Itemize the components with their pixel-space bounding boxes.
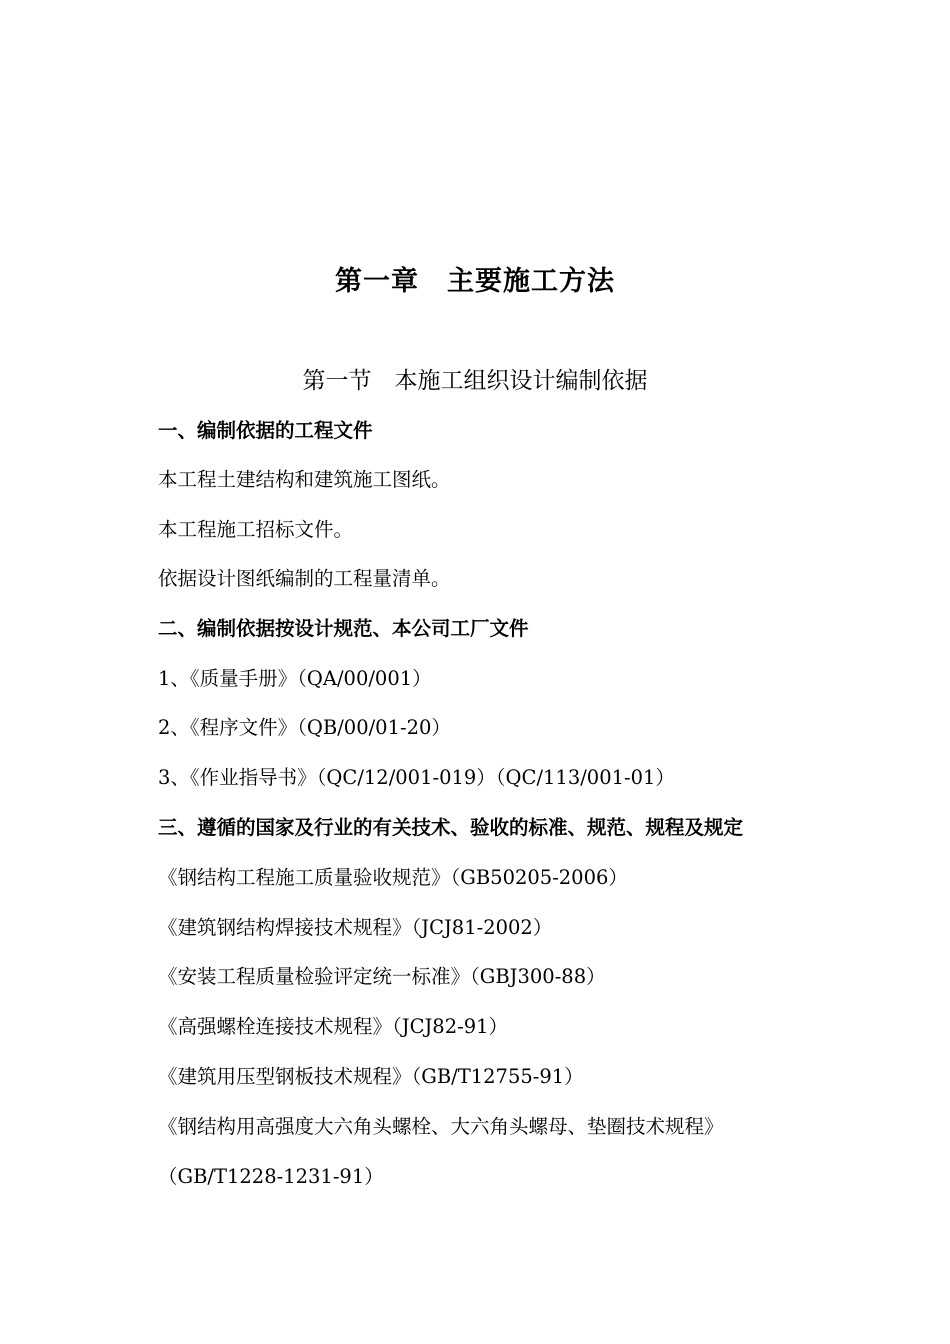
- list-item: 《建筑钢结构焊接技术规程》（JCJ81-2002）: [158, 916, 553, 939]
- list-item: 1、《质量手册》（QA/00/001）: [158, 667, 432, 690]
- list-item: 《高强螺栓连接技术规程》（JCJ82-91）: [158, 1015, 509, 1038]
- chapter-title: 第一章 主要施工方法: [335, 266, 615, 297]
- list-item: 本工程施工招标文件。: [158, 518, 354, 541]
- list-item: 3、《作业指导书》（QC/12/001-019）（QC/113/001-01）: [158, 766, 675, 789]
- list-item: 2、《程序文件》（QB/00/01-20）: [158, 716, 451, 739]
- list-item: 《安装工程质量检验评定统一标准》（GBJ300-88）: [158, 965, 606, 988]
- list-item: 《建筑用压型钢板技术规程》（GB/T12755-91）: [158, 1065, 584, 1088]
- list-item: 本工程土建结构和建筑施工图纸。: [158, 468, 451, 491]
- list-item: （GB/T1228-1231-91）: [158, 1165, 384, 1188]
- list-item: 依据设计图纸编制的工程量清单。: [158, 567, 451, 590]
- heading-design-specs: 二、编制依据按设计规范、本公司工厂文件: [158, 617, 529, 640]
- heading-basis-documents: 一、编制依据的工程文件: [158, 419, 373, 442]
- list-item: 《钢结构工程施工质量验收规范》（GB50205-2006）: [158, 866, 628, 889]
- section-title: 第一节 本施工组织设计编制依据: [302, 368, 648, 394]
- list-item: 《钢结构用高强度大六角头螺栓、大六角头螺母、垫圈技术规程》: [158, 1115, 724, 1138]
- heading-national-standards: 三、遵循的国家及行业的有关技术、验收的标准、规范、规程及规定: [158, 816, 744, 839]
